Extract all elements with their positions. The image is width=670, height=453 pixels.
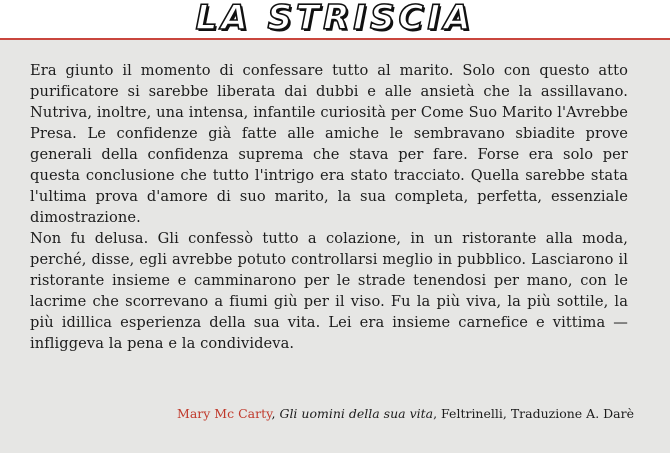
logo-title: LA STRISCIA bbox=[195, 0, 475, 38]
header-bar bbox=[0, 0, 670, 40]
article-paragraph-2: Non fu delusa. Gli confessò tutto a colazione, in un ristorante alla moda, perché, disse, egli avrebbe potuto controllarsi meglio in pubblico. Lasciarono il ristorante insieme e camminarono per le strade tenendosi per mano, con le lacrime che scorrevano a fiumi giù per il viso. Fu la più viva, la più sottile, la più idillica esperienza della sua vita. Lei era insieme carnefice e vittima — infliggeva la pena e la condivideva. bbox=[30, 230, 628, 352]
article-paragraph-1: Era giunto il momento di confessare tutto al marito. Solo con questo atto purificatore si sarebbe liberata dai dubbi e alle ansietà che la assillavano. Nutriva, inoltre, una intensa, infantile curiosità per Come Suo Marito l'Avrebbe Presa. Le confidenze già fatte alle amiche le sembravano sbiadite prove generali della confidenza suprema che stava per fare. Forse era solo per questa conclusione che tutto l'intrigo era stato tracciato. Quella sarebbe stata l'ultima prova d'amore di suo marito, la sua completa, perfetta, essenziale dimostrazione. bbox=[30, 62, 628, 226]
citation-book-title: Gli uomini della sua vita bbox=[279, 406, 434, 421]
citation-author: Mary Mc Carty bbox=[177, 406, 272, 421]
citation bbox=[177, 405, 634, 423]
citation-separator: , bbox=[271, 406, 280, 421]
article-body bbox=[30, 60, 628, 354]
citation-details: , Feltrinelli, Traduzione A. Darè bbox=[433, 406, 634, 421]
